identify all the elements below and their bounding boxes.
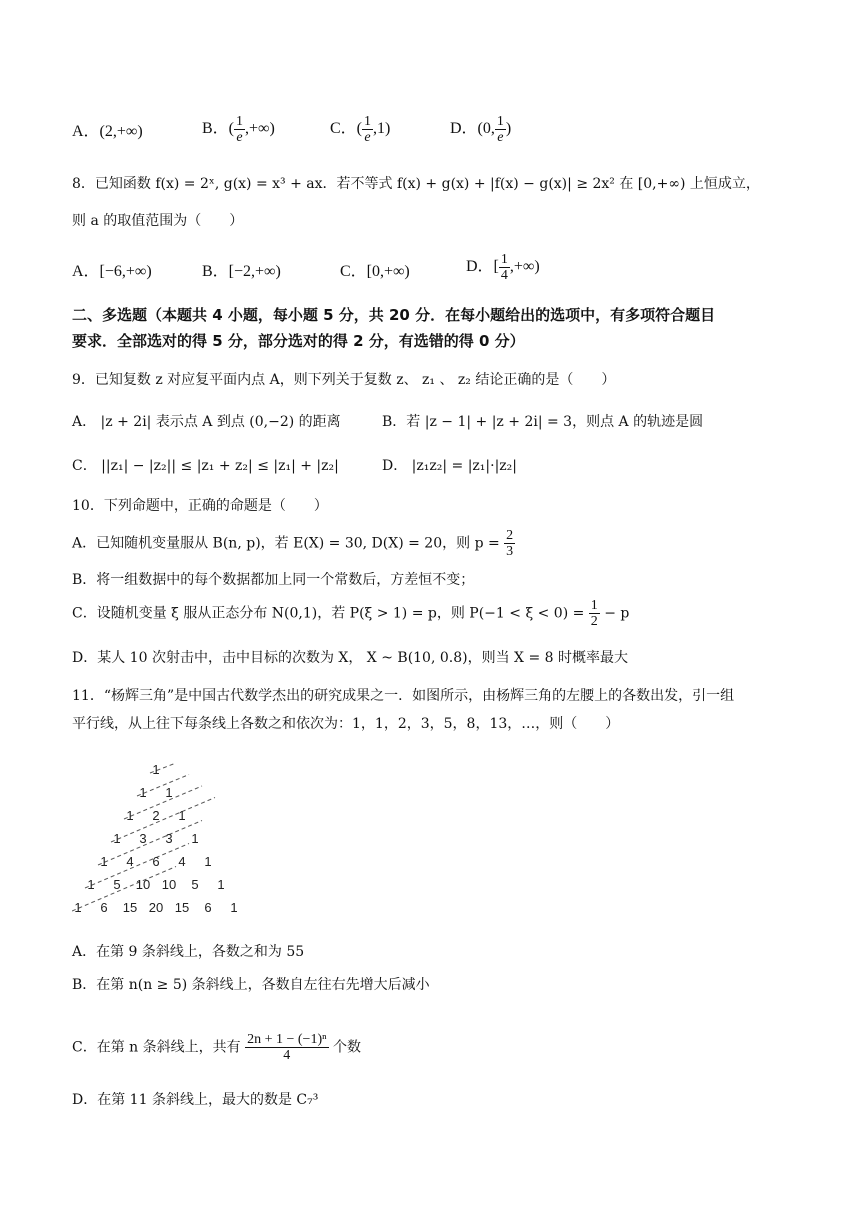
triangle-number: 6 — [100, 900, 108, 915]
triangle-number: 1 — [204, 854, 212, 869]
q10-option-d: D．某人 10 次射击中，击中目标的次数为 X， X ~ B(10, 0.8)，则当 X = 8 时概率最大 — [72, 650, 628, 666]
q8-stem-line2: 则 a 的取值范围为（ ） — [72, 213, 244, 229]
triangle-number: 1 — [126, 808, 134, 823]
q7-option-a: A．(2,+∞) — [72, 123, 143, 140]
triangle-number: 20 — [148, 900, 164, 915]
triangle-number: 1 — [87, 877, 95, 892]
triangle-number: 1 — [113, 831, 121, 846]
triangle-number: 5 — [191, 877, 199, 892]
q8-stem-line1: 8．已知函数 f(x) = 2ˣ, g(x) = x³ + ax．若不等式 f(x) + g(x) + |f(x) − g(x)| ≥ 2x² 在 [0,+∞) 上恒成立， — [72, 176, 760, 192]
triangle-number: 1 — [165, 785, 173, 800]
triangle-number: 4 — [126, 854, 134, 869]
triangle-number: 10 — [161, 877, 177, 892]
triangle-number: 3 — [165, 831, 173, 846]
q11-option-b: B．在第 n(n ≥ 5) 条斜线上，各数自左往右先增大后减小 — [72, 977, 430, 993]
triangle-number: 1 — [74, 900, 82, 915]
triangle-number: 15 — [122, 900, 138, 915]
q9-option-c: C． ||z₁| − |z₂|| ≤ |z₁ + z₂| ≤ |z₁| + |z₂| — [72, 458, 339, 474]
q8-option-b: B．[−2,+∞) — [202, 263, 281, 280]
q10-option-b: B．将一组数据中的每个数据都加上同一个常数后，方差恒不变； — [72, 572, 475, 588]
q8-option-c: C．[0,+∞) — [340, 263, 410, 280]
q10-option-c: C．设随机变量 ξ 服从正态分布 N(0,1)，若 P(ξ > 1) = p，则 P(−1 < ξ < 0) = $\frac{1}{2}$ − p — [72, 598, 630, 629]
triangle-number: 1 — [152, 762, 160, 777]
q7-option-b: B．( $\frac{1}{e}$ ,+∞) — [202, 114, 275, 145]
q11-option-a: A．在第 9 条斜线上，各数之和为 55 — [72, 944, 305, 960]
triangle-number: 3 — [139, 831, 147, 846]
section-header — [72, 302, 792, 354]
q10-option-a: A．已知随机变量服从 B(n, p)，若 E(X) = 30, D(X) = 20，则 p = $\frac{2}{3}$ — [72, 528, 514, 559]
q8-option-a: A．[−6,+∞) — [72, 263, 152, 280]
triangle-number: 6 — [204, 900, 212, 915]
q8-option-d: D．[ $\frac{1}{4}$ ,+∞) — [466, 252, 540, 283]
triangle-number: 6 — [152, 854, 160, 869]
section-header-line2: 要求．全部选对的得 5 分，部分选对的得 2 分，有选错的得 0 分） — [72, 332, 525, 350]
triangle-number: 1 — [139, 785, 147, 800]
triangle-number: 5 — [113, 877, 121, 892]
q7-option-d: D．(0, $\frac{1}{e}$ ) — [450, 114, 512, 145]
triangle-number: 1 — [178, 808, 186, 823]
section-header-line1: 二、多选题（本题共 4 小题，每小题 5 分，共 20 分．在每小题给出的选项中，有多项符合题目 — [72, 306, 716, 324]
q9-stem: 9．已知复数 z 对应复平面内点 A，则下列关于复数 z、 z₁ 、 z₂ 结论正确的是（ ） — [72, 372, 616, 388]
q11-stem-line1: 11．“杨辉三角”是中国古代数学杰出的研究成果之一．如图所示，由杨辉三角的左腰上的各数出发，引一组 — [72, 688, 735, 704]
triangle-number: 1 — [217, 877, 225, 892]
triangle-number: 4 — [178, 854, 186, 869]
q7-option-c: C．( $\frac{1}{e}$ ,1) — [330, 114, 391, 145]
triangle-number: 15 — [174, 900, 190, 915]
triangle-number: 10 — [135, 877, 151, 892]
diagonal-line — [124, 786, 202, 819]
q9-option-d: D． |z₁z₂| = |z₁|·|z₂| — [382, 458, 518, 474]
q11-stem-line2: 平行线，从上往下每条线上各数之和依次为：1，1，2，3，5，8，13，…，则（ ） — [72, 716, 620, 732]
yang-hui-triangle-figure — [72, 758, 272, 928]
q11-option-c: C．在第 n 条斜线上，共有 $\frac{\text{2n + 1 − (−1)ⁿ}}{4}$ 个数 — [72, 1032, 361, 1063]
triangle-number: 1 — [191, 831, 199, 846]
q9-option-b: B．若 |z − 1| + |z + 2i| = 3，则点 A 的轨迹是圆 — [382, 414, 704, 430]
q10-stem: 10．下列命题中，正确的命题是（ ） — [72, 498, 328, 514]
triangle-number: 2 — [152, 808, 160, 823]
q11-option-d: D．在第 11 条斜线上，最大的数是 C₇³ — [72, 1092, 319, 1108]
triangle-number: 1 — [100, 854, 108, 869]
q9-option-a: A． |z + 2i| 表示点 A 到点 (0,−2) 的距离 — [72, 414, 341, 430]
triangle-number: 1 — [230, 900, 238, 915]
